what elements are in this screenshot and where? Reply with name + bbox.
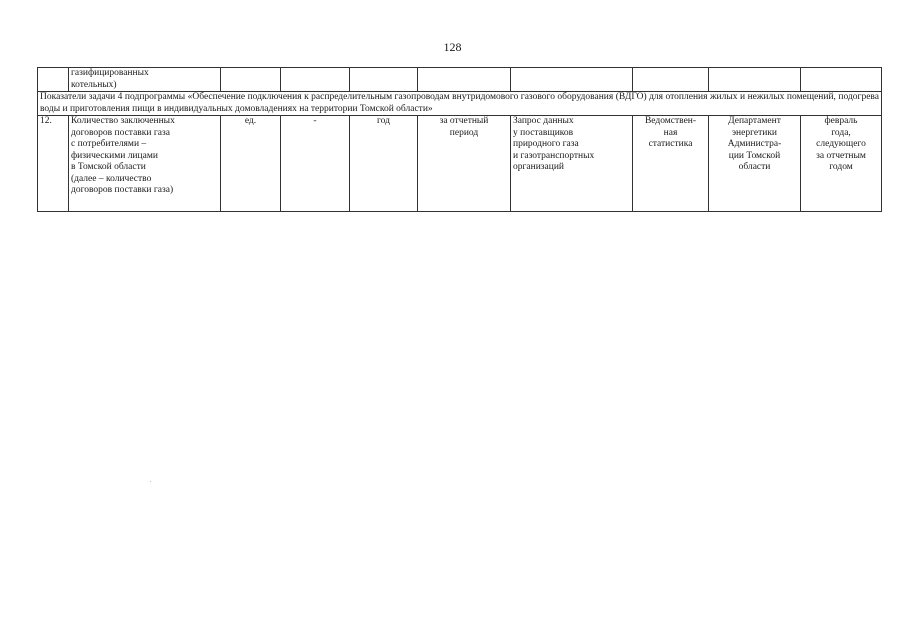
cell-indicator-name: газифицированных котельных) [69, 68, 221, 92]
cell-num: 12. [38, 116, 69, 212]
indicator-table [37, 67, 882, 212]
cell-empty [350, 68, 418, 92]
cell-definition: - [281, 116, 350, 212]
cell-indicator-name: Количество заключенных договоров поставки газа с потребителями – физическими лицами в Томской области (далее – количество договоров поставки газа) [69, 116, 221, 212]
cell-empty [633, 68, 709, 92]
cell-calculation-method: Запрос данных у поставщиков природного газа и газотранспортных организаций [511, 116, 633, 212]
page-number: 128 [443, 40, 462, 54]
cell-data-source: Ведомствен- ная статистика [633, 116, 709, 212]
cell-deadline: февраль года, следующего за отчетным годом [801, 116, 882, 212]
cell-num [38, 68, 69, 92]
section-header: Показатели задачи 4 подпрограммы «Обеспечение подключения к распределительным газопроводам внутридомового газового оборудования (ВДГО) для отопления жилых и нежилых помещений, подогрева воды и приготовления пищи в индивидуальных домовладениях на территории Томской области» [38, 92, 882, 116]
section-header-row [38, 92, 882, 116]
cell-periodicity: год [350, 116, 418, 212]
table-row-continued [38, 68, 882, 92]
scan-speck [150, 481, 151, 482]
cell-time-characteristic: за отчетный период [418, 116, 511, 212]
cell-empty [511, 68, 633, 92]
cell-empty [709, 68, 801, 92]
cell-empty [418, 68, 511, 92]
cell-empty [221, 68, 281, 92]
cell-empty [281, 68, 350, 92]
cell-unit: ед. [221, 116, 281, 212]
cell-responsible: Департамент энергетики Администра- ции Томской области [709, 116, 801, 212]
cell-empty [801, 68, 882, 92]
table-row-12 [38, 116, 882, 212]
